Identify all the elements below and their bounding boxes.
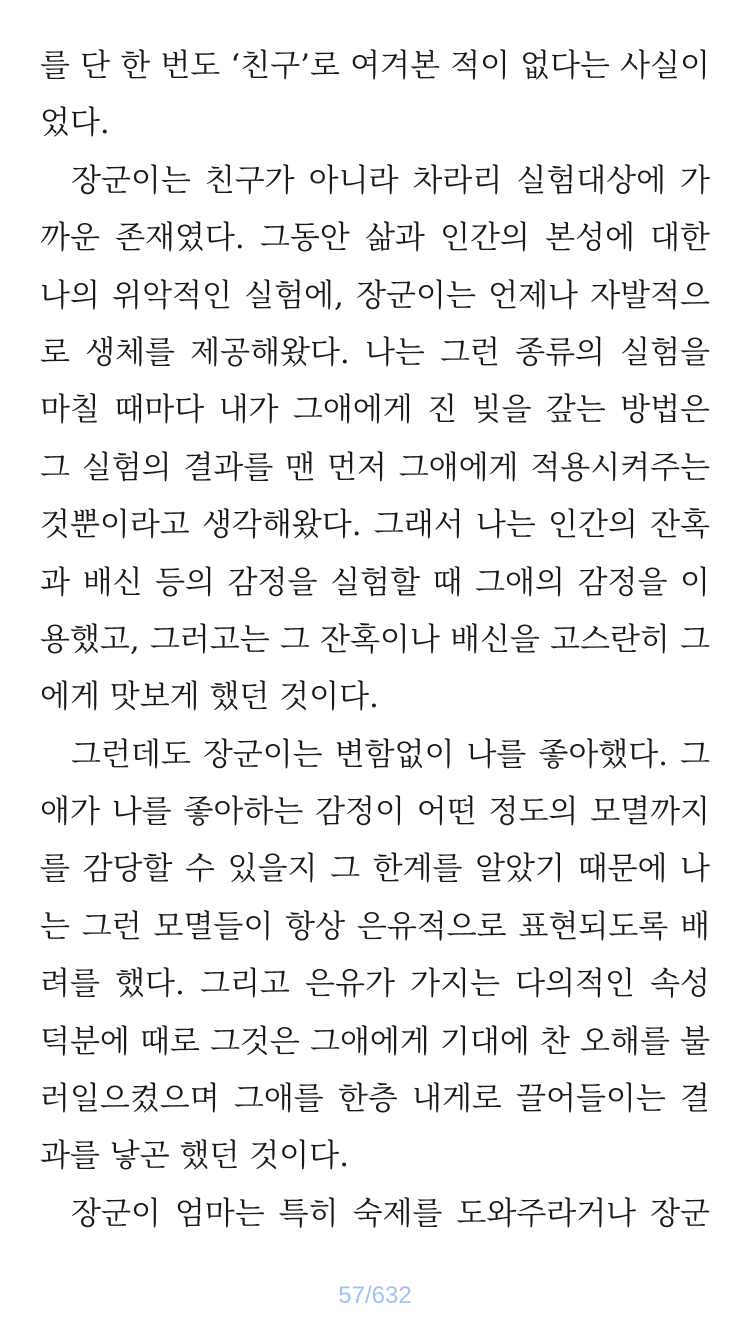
text-line: 장군이 엄마는 특히 숙제를 도와주라거나 장군 bbox=[71, 1195, 710, 1232]
text-line: 를 단 한 번도 ‘친구’로 여겨본 적이 없다는 사실이 bbox=[40, 48, 710, 84]
text-line: 러일으켰으며 그애를 한층 내게로 끌어들이는 결 bbox=[40, 1081, 710, 1118]
text-line: 로 생체를 제공해왔다. 나는 그런 종류의 실험을 bbox=[40, 334, 710, 371]
text-line: 려를 했다. 그리고 은유가 가지는 다의적인 속성 bbox=[40, 966, 710, 1003]
text-line: 과를 낳곤 했던 것이다. bbox=[40, 1138, 349, 1175]
text-line: 애가 나를 좋아하는 감정이 어떤 정도의 모멸까지 bbox=[40, 794, 710, 831]
text-line: 마칠 때마다 내가 그애에게 진 빚을 갚는 방법은 bbox=[40, 392, 710, 429]
text-line: 장군이는 친구가 아니라 차라리 실험대상에 가 bbox=[71, 162, 710, 199]
text-line: 그런데도 장군이는 변함없이 나를 좋아했다. 그 bbox=[71, 736, 710, 773]
text-line: 용했고, 그러고는 그 잔혹이나 배신을 고스란히 그 bbox=[40, 621, 710, 658]
text-line: 를 감당할 수 있을지 그 한계를 알았기 때문에 나 bbox=[40, 851, 710, 888]
text-line: 까운 존재였다. 그동안 삶과 인간의 본성에 대한 bbox=[40, 220, 710, 257]
page-number-indicator: 57/632 bbox=[338, 1282, 412, 1309]
book-page-text bbox=[40, 38, 710, 1243]
text-line: 것뿐이라고 생각해왔다. 그래서 나는 인간의 잔혹 bbox=[40, 507, 710, 544]
text-line: 었다. bbox=[40, 105, 110, 142]
text-line: 과 배신 등의 감정을 실험할 때 그애의 감정을 이 bbox=[40, 564, 710, 601]
text-line: 에게 맛보게 했던 것이다. bbox=[40, 679, 379, 716]
text-line: 덕분에 때로 그것은 그애에게 기대에 찬 오해를 불 bbox=[40, 1023, 710, 1060]
text-line: 그 실험의 결과를 맨 먼저 그애에게 적용시켜주는 bbox=[40, 449, 710, 486]
text-line: 나의 위악적인 실험에, 장군이는 언제나 자발적으 bbox=[40, 277, 710, 314]
text-line: 는 그런 모멸들이 항상 은유적으로 표현되도록 배 bbox=[40, 908, 710, 945]
